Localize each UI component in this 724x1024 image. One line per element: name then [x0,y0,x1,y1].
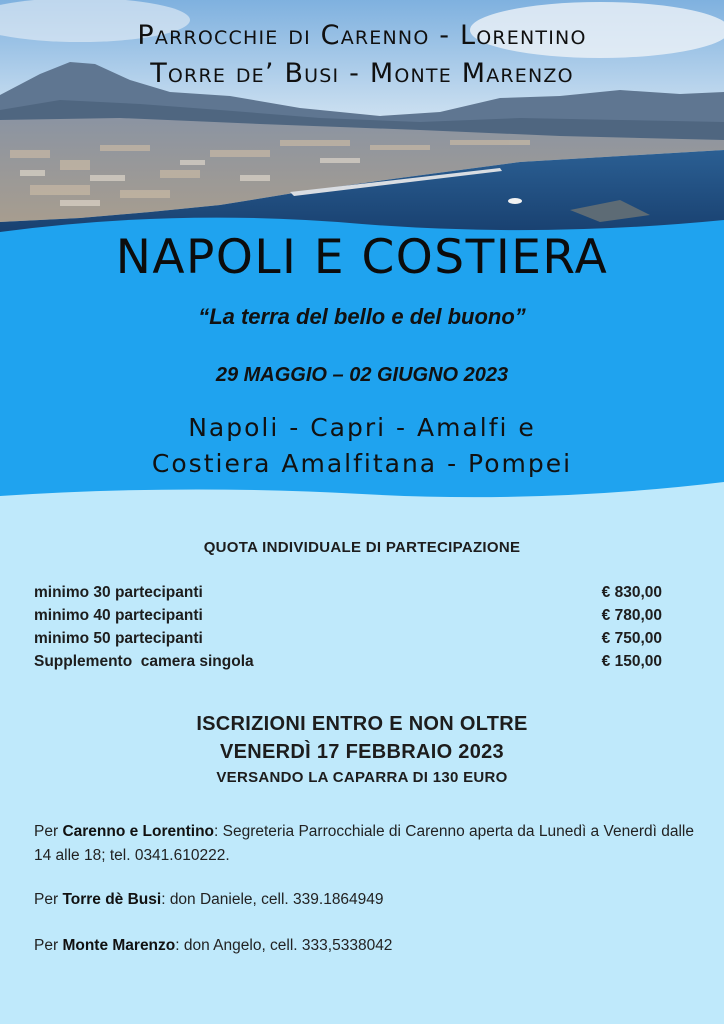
contact-details: : don Daniele, cell. 339.1864949 [161,891,384,908]
event-subtitle: “La terra del bello e del buono” [198,304,526,329]
price-label: minimo 50 partecipanti [34,630,203,647]
deadline-date: VENERDÌ 17 FEBBRAIO 2023 [220,741,504,763]
price-row [34,630,662,653]
price-row [34,607,662,630]
contact-prefix: Per [34,823,63,840]
price-amount: € 780,00 [601,607,662,624]
contact-prefix: Per [34,891,63,908]
price-list [34,584,662,676]
deposit-note: VERSANDO LA CAPARRA DI 130 EURO [216,769,508,786]
pricing-heading: QUOTA INDIVIDUALE DI PARTECIPAZIONE [203,539,521,556]
event-places [0,410,724,482]
contact-place: Monte Marenzo [62,937,176,954]
places-line-2: Costiera Amalfitana - Pompei [151,449,573,478]
price-row [34,653,662,676]
price-label: minimo 30 partecipanti [34,584,203,601]
price-amount: € 830,00 [601,584,662,601]
contact-torre-de-busi [34,888,704,912]
event-dates: 29 MAGGIO – 02 GIUGNO 2023 [215,364,509,386]
contact-details: : don Angelo, cell. 333,5338042 [175,937,393,954]
places-line-1: Napoli - Capri - Amalfi e [188,413,536,442]
contact-prefix: Per [34,937,63,954]
contact-carenno [34,820,704,868]
price-label: minimo 40 partecipanti [34,607,203,624]
registration-deadline [0,710,724,790]
contact-details: : Segreteria Parrocchiale di Carenno aperta da Lunedì a Venerdì dalle 14 alle 18; tel. 0341.610222. [34,823,694,864]
deadline-line-1: ISCRIZIONI ENTRO E NON OLTRE [196,713,528,735]
price-amount: € 150,00 [601,653,662,670]
price-label: Supplemento camera singola [34,653,254,670]
price-amount: € 750,00 [601,630,662,647]
contact-place: Carenno e Lorentino [62,823,215,840]
price-row [34,584,662,607]
event-title: NAPOLI E COSTIERA [115,230,609,285]
contact-place: Torre dè Busi [62,891,162,908]
contact-monte-marenzo [34,934,704,958]
parish-header-line-1: Parrocchie di Carenno - Lorentino [137,20,587,51]
parish-header-line-2: Torre de’ Busi - Monte Marenzo [150,58,574,89]
